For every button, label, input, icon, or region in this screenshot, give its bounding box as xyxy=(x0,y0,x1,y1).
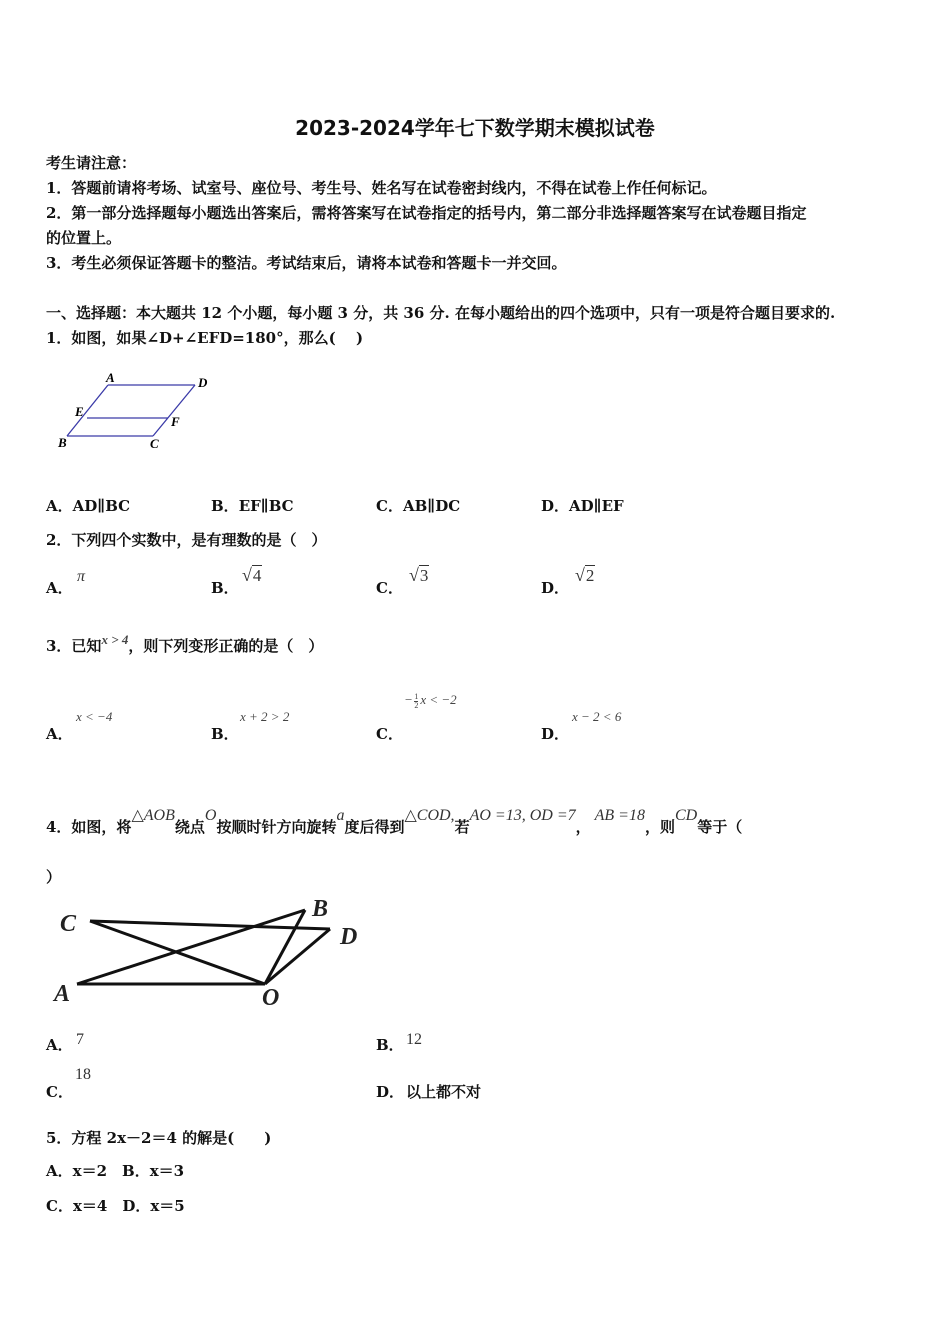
q3-option-a-value: x < −4 xyxy=(76,709,113,724)
q5-stem: 5．方程 2x－2＝4 的解是( ) xyxy=(46,1129,272,1147)
q4-option-c-label: C． xyxy=(46,1083,73,1101)
q4-stem-close: ） xyxy=(46,868,62,886)
notice-item: 2．第一部分选择题每小题选出答案后，需将答案写在试卷指定的括号内，第二部分非选择题答案写在试卷题目指定 xyxy=(46,204,807,222)
q3-option-b-label: B． xyxy=(211,725,239,743)
q3-option-d-label: D． xyxy=(541,725,570,743)
q3-option-b-value: x + 2 > 2 xyxy=(240,709,290,724)
q4-figure-lines xyxy=(77,910,330,984)
label-o: O xyxy=(262,985,280,1011)
label-e: E xyxy=(75,404,84,419)
label-d: D xyxy=(198,375,208,390)
section-heading: 一、选择题：本大题共 12 个小题，每小题 3 分，共 36 分. 在每小题给出的四个选项中，只有一项是符合题目要求的. xyxy=(46,304,836,322)
label-b: B xyxy=(58,435,67,450)
q4-option-d-value: 以上都不对 xyxy=(406,1083,482,1101)
label-f: F xyxy=(171,414,180,429)
q1-stem: 1．如图，如果∠D+∠EFD=180°，那么( ) xyxy=(46,329,364,347)
label-b: B xyxy=(312,896,329,922)
notice-item: 3．考生必须保证答题卡的整洁。考试结束后，请将本试卷和答题卡一并交回。 xyxy=(46,254,567,272)
q2-option-a-label: A． xyxy=(46,579,73,597)
q3-option-c-label: C． xyxy=(376,725,403,743)
label-c: C xyxy=(60,911,77,937)
notice-item: 1．答题前请将考场、试室号、座位号、考生号、姓名写在试卷密封线内，不得在试卷上作任何标记。 xyxy=(46,179,717,197)
q2-option-c-sqrt: √3 xyxy=(409,565,429,585)
q4-option-b-label: B． xyxy=(376,1036,404,1054)
label-a: A xyxy=(54,981,71,1007)
q5-options-row-1: A．x＝2 B．x＝3 xyxy=(46,1162,185,1180)
label-d: D xyxy=(340,924,358,950)
notice-heading: 考生请注意： xyxy=(46,154,137,172)
q3-condition: x > 4 xyxy=(101,632,129,647)
notice-item: 的位置上。 xyxy=(46,229,122,247)
q3-option-d-value: x − 2 < 6 xyxy=(572,709,622,724)
q2-stem: 2．下列四个实数中，是有理数的是（ ） xyxy=(46,531,327,549)
q5-options-row-2: C．x＝4 D．x＝5 xyxy=(46,1197,185,1215)
q1-option-c: C．AB∥DC xyxy=(376,497,461,515)
q2-option-b-label: B． xyxy=(211,579,239,597)
label-c: C xyxy=(150,436,159,451)
q2-option-c-label: C． xyxy=(376,579,403,597)
q4-stem: 4．如图，将△AOB绕点O按顺时针方向旋转a度后得到△COD,若AO =13, OD =7，AB =18，则CD等于（ xyxy=(46,807,743,836)
q3-option-a-label: A． xyxy=(46,725,73,743)
q1-parallelogram-figure xyxy=(50,368,220,454)
q1-option-b: B．EF∥BC xyxy=(211,497,294,515)
q4-option-b-value: 12 xyxy=(406,1031,422,1048)
q3-option-c-value: − $\frac{1}{2}$ x < −2 xyxy=(405,691,457,710)
q1-option-d: D．AD∥EF xyxy=(541,497,624,515)
q3-stem: 3．已知x > 4，则下列变形正确的是（ ） xyxy=(46,632,324,655)
q4-option-d-label: D． xyxy=(376,1083,405,1101)
q2-option-d-sqrt: √2 xyxy=(575,565,595,585)
q2-option-d-label: D． xyxy=(541,579,570,597)
page-title: 2023-2024学年七下数学期末模拟试卷 xyxy=(295,116,655,140)
q4-rotation-figure xyxy=(50,892,380,1014)
q1-option-a: A．AD∥BC xyxy=(46,497,131,515)
q4-option-c-value: 18 xyxy=(75,1066,91,1083)
label-a: A xyxy=(106,370,115,385)
q2-option-b-sqrt: √4 xyxy=(242,565,262,585)
q2-option-a-value: π xyxy=(77,568,86,585)
q4-option-a-value: 7 xyxy=(76,1031,84,1048)
q4-option-a-label: A． xyxy=(46,1036,73,1054)
